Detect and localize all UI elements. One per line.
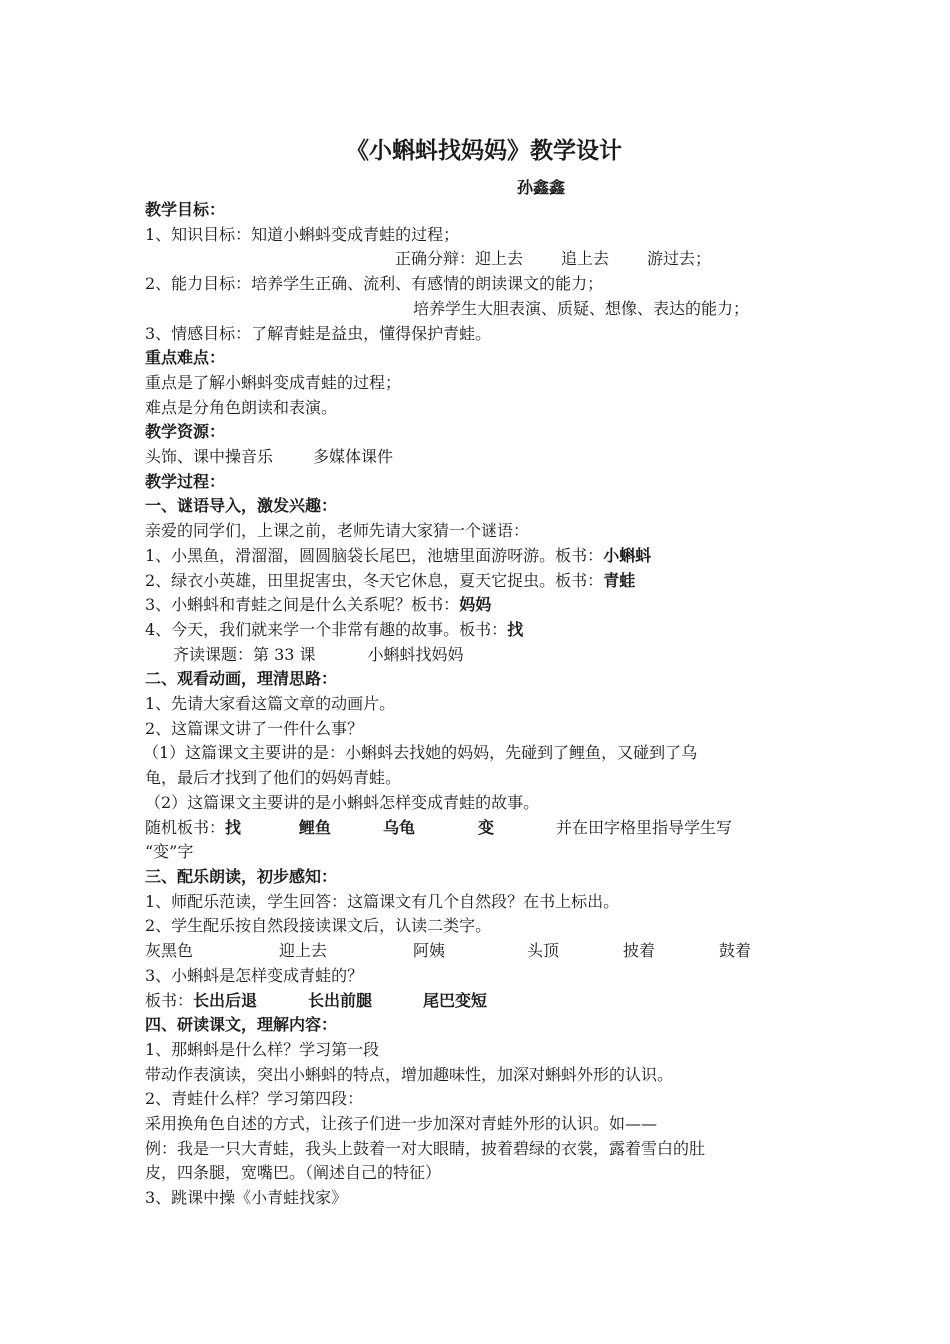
- step3-line: 3、小蝌蚪是怎样变成青蛙的？: [145, 965, 364, 985]
- board-word: 鲤鱼: [299, 817, 332, 837]
- riddle-line: [145, 544, 795, 569]
- goal-emotion: 3、情感目标：了解青蛙是益虫，懂得保护青蛙。: [145, 323, 492, 343]
- section-heading-key-points: 重点难点：: [145, 348, 226, 368]
- distinguish-word: 追上去: [561, 249, 610, 269]
- goal-knowledge-sub: [145, 247, 795, 272]
- board-line: [145, 989, 795, 1014]
- step4-line: 采用换角色自述的方式，让孩子们进一步加深对青蛙外形的认识。如——: [145, 1114, 658, 1134]
- board-label: 随机板书：: [145, 817, 226, 837]
- board-word: 长出后退: [193, 990, 258, 1010]
- board-word: 找: [507, 619, 524, 639]
- vocab-word: 灰黑色: [145, 941, 194, 961]
- board-word: 乌龟: [383, 817, 416, 837]
- author-name: 孙鑫鑫: [517, 178, 566, 197]
- board-word: 找: [225, 817, 242, 837]
- vocab-word: 阿姨: [413, 941, 446, 961]
- vocab-word: 迎上去: [279, 941, 328, 961]
- resource-item: 多媒体课件: [313, 447, 394, 467]
- distinguish-label: 正确分辩：迎上去: [395, 249, 524, 269]
- board-line: [145, 816, 795, 841]
- riddle-line: [145, 593, 795, 618]
- step3-line: 1、师配乐范读，学生回答：这篇课文有几个自然段？在书上标出。: [145, 891, 620, 911]
- title-reading-line: [145, 643, 795, 668]
- section-heading-process: 教学过程：: [145, 471, 226, 491]
- board-word: 青蛙: [603, 570, 636, 590]
- riddle-text: 1、小黑鱼，滑溜溜，圆圆脑袋长尾巴，池塘里面游呀游。板书：: [145, 545, 604, 565]
- step1-intro: 亲爱的同学们，上课之前，老师先请大家猜一个谜语：: [145, 521, 530, 541]
- key-point-line: 重点是了解小蝌蚪变成青蛙的过程；: [145, 372, 402, 392]
- step-heading-1: 一、谜语导入，激发兴趣：: [145, 496, 338, 516]
- riddle-text: 4、今天，我们就来学一个非常有趣的故事。板书：: [145, 619, 508, 639]
- distinguish-word: 游过去；: [647, 249, 712, 269]
- board-word: 长出前腿: [308, 990, 373, 1010]
- board-word: 小蝌蚪: [603, 545, 652, 565]
- step2-line: 1、先请大家看这篇文章的动画片。: [145, 694, 396, 714]
- step-heading-3: 三、配乐朗读，初步感知：: [145, 866, 338, 886]
- vocab-word: 披着: [623, 941, 656, 961]
- step4-line: 例：我是一只大青蛙，我头上鼓着一对大眼睛，披着碧绿的衣裳，露着雪白的肚: [145, 1138, 706, 1158]
- step4-line: 3、跳课中操《小青蛙找家》: [145, 1188, 348, 1208]
- document-title: 《小蝌蚪找妈妈》教学设计: [346, 138, 622, 164]
- lesson-number: 齐读课题：第 33 课: [173, 644, 316, 664]
- step2-line: （2）这篇课文主要讲的是小蝌蚪怎样变成青蛙的故事。: [145, 792, 540, 812]
- step2-line: （1）这篇课文主要讲的是：小蝌蚪去找她的妈妈，先碰到了鲤鱼，又碰到了乌: [143, 743, 698, 763]
- board-note-cont: “变”字: [145, 842, 194, 862]
- goal-knowledge: 1、知识目标：知道小蝌蚪变成青蛙的过程；: [145, 224, 460, 244]
- step4-line: 皮，四条腿，宽嘴巴。（阐述自己的特征）: [145, 1163, 442, 1183]
- resource-item: 头饰、课中操音乐: [145, 447, 274, 467]
- vocab-word: 头顶: [527, 941, 560, 961]
- step4-line: 2、青蛙什么样？学习第四段：: [145, 1089, 364, 1109]
- riddle-line: [145, 618, 795, 643]
- resources-line: [145, 445, 795, 470]
- riddle-text: 3、小蝌蚪和青蛙之间是什么关系呢？板书：: [145, 595, 460, 615]
- goal-ability: 2、能力目标：培养学生正确、流利、有感情的朗读课文的能力；: [145, 274, 604, 294]
- board-word: 尾巴变短: [423, 990, 488, 1010]
- step3-line: 2、学生配乐按自然段接读课文后，认读二类字。: [145, 916, 492, 936]
- board-label: 板书：: [145, 990, 194, 1010]
- step4-line: 带动作表演读，突出小蝌蚪的特点，增加趣味性，加深对蝌蚪外形的认识。: [145, 1064, 674, 1084]
- difficulty-line: 难点是分角色朗读和表演。: [145, 397, 338, 417]
- step2-line: 龟，最后才找到了他们的妈妈青蛙。: [145, 768, 402, 788]
- lesson-title: 小蝌蚪找妈妈: [367, 644, 464, 664]
- riddle-text: 2、绿衣小英雄，田里捉害虫，冬天它休息，夏天它捉虫。板书：: [145, 570, 604, 590]
- step4-line: 1、那蝌蚪是什么样？学习第一段: [145, 1039, 380, 1059]
- section-heading-goals: 教学目标：: [145, 200, 226, 219]
- board-note: 并在田字格里指导学生写: [556, 817, 733, 837]
- board-word: 变: [478, 817, 495, 837]
- vocab-line: [145, 939, 795, 964]
- step2-line: 2、这篇课文讲了一件什么事？: [145, 718, 364, 738]
- board-word: 妈妈: [459, 595, 492, 615]
- document-body: [145, 137, 795, 1211]
- section-heading-resources: 教学资源：: [145, 422, 226, 442]
- step-heading-4: 四、研读课文，理解内容：: [145, 1015, 338, 1035]
- step-heading-2: 二、观看动画，理清思路：: [145, 669, 338, 689]
- goal-ability-sub: 培养学生大胆表演、质疑、想像、表达的能力；: [413, 298, 750, 318]
- vocab-word: 鼓着: [719, 941, 752, 961]
- riddle-line: [145, 569, 795, 594]
